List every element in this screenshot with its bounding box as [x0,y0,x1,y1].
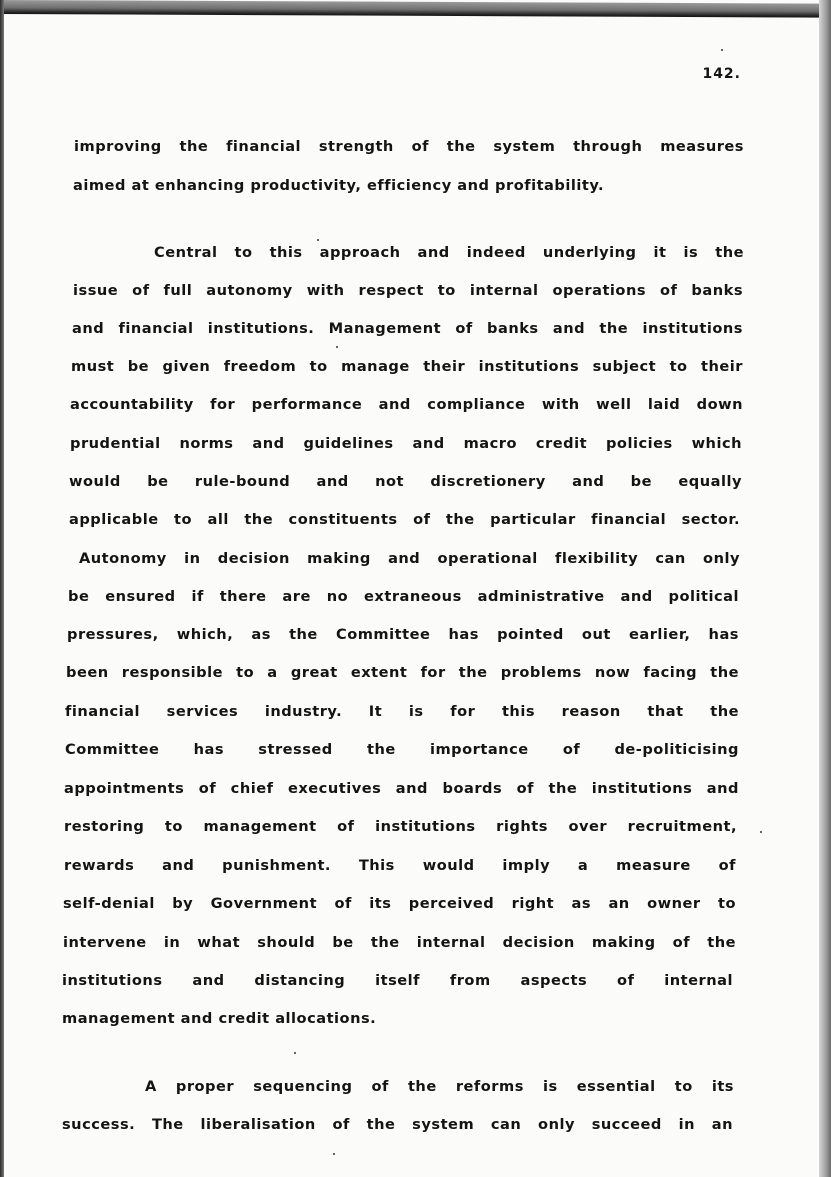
text-line: be ensured if there are no extraneous administrative and political [68,588,739,605]
text-line: success. The liberalisation of the system can only succeed in an [62,1116,733,1133]
scan-speck [336,346,338,348]
text-line: restoring to management of institutions rights over recruitment, [64,818,737,835]
text-line: been responsible to a great extent for the problems now facing the [66,664,739,681]
text-line: management and credit allocations. [62,1010,377,1027]
text-line: Central to this approach and indeed underlying it is the [154,244,744,261]
text-line: accountability for performance and compliance with well laid down [70,396,743,413]
text-line: would be rule-bound and not discretionery and be equally [69,473,742,490]
scan-top-edge [0,0,831,18]
text-line: institutions and distancing itself from aspects of internal [62,972,733,989]
scan-speck [760,831,762,833]
scan-speck [333,1153,335,1155]
text-line: applicable to all the constituents of the particular financial sector. [69,511,740,528]
text-line: A proper sequencing of the reforms is essential to its [145,1078,734,1095]
text-line: intervene in what should be the internal decision making of the [63,934,736,951]
page-number: 142. [702,66,741,82]
text-line: must be given freedom to manage their institutions subject to their [71,358,743,375]
text-line: Committee has stressed the importance of de-politicising [65,741,739,758]
scan-speck [294,1052,296,1054]
scan-speck [721,49,723,51]
text-line: rewards and punishment. This would imply a measure of [64,857,736,874]
text-line: Autonomy in decision making and operational flexibility can only [79,550,740,567]
text-line: issue of full autonomy with respect to internal operations of banks [73,282,743,299]
text-line: prudential norms and guidelines and macro credit policies which [70,435,742,452]
text-line: aimed at enhancing productivity, efficiency and profitability. [73,177,605,194]
text-line: improving the financial strength of the system through measures [74,138,744,155]
text-line: pressures, which, as the Committee has pointed out earlier, has [67,626,739,643]
text-line: and financial institutions. Management of banks and the institutions [72,320,743,337]
scan-right-edge [819,0,831,1177]
text-line: appointments of chief executives and boards of the institutions and [64,780,739,797]
scan-left-edge [0,0,4,1177]
text-line: self-denial by Government of its perceived right as an owner to [63,895,736,912]
text-line: financial services industry. It is for this reason that the [65,703,739,720]
scan-speck [317,239,319,241]
